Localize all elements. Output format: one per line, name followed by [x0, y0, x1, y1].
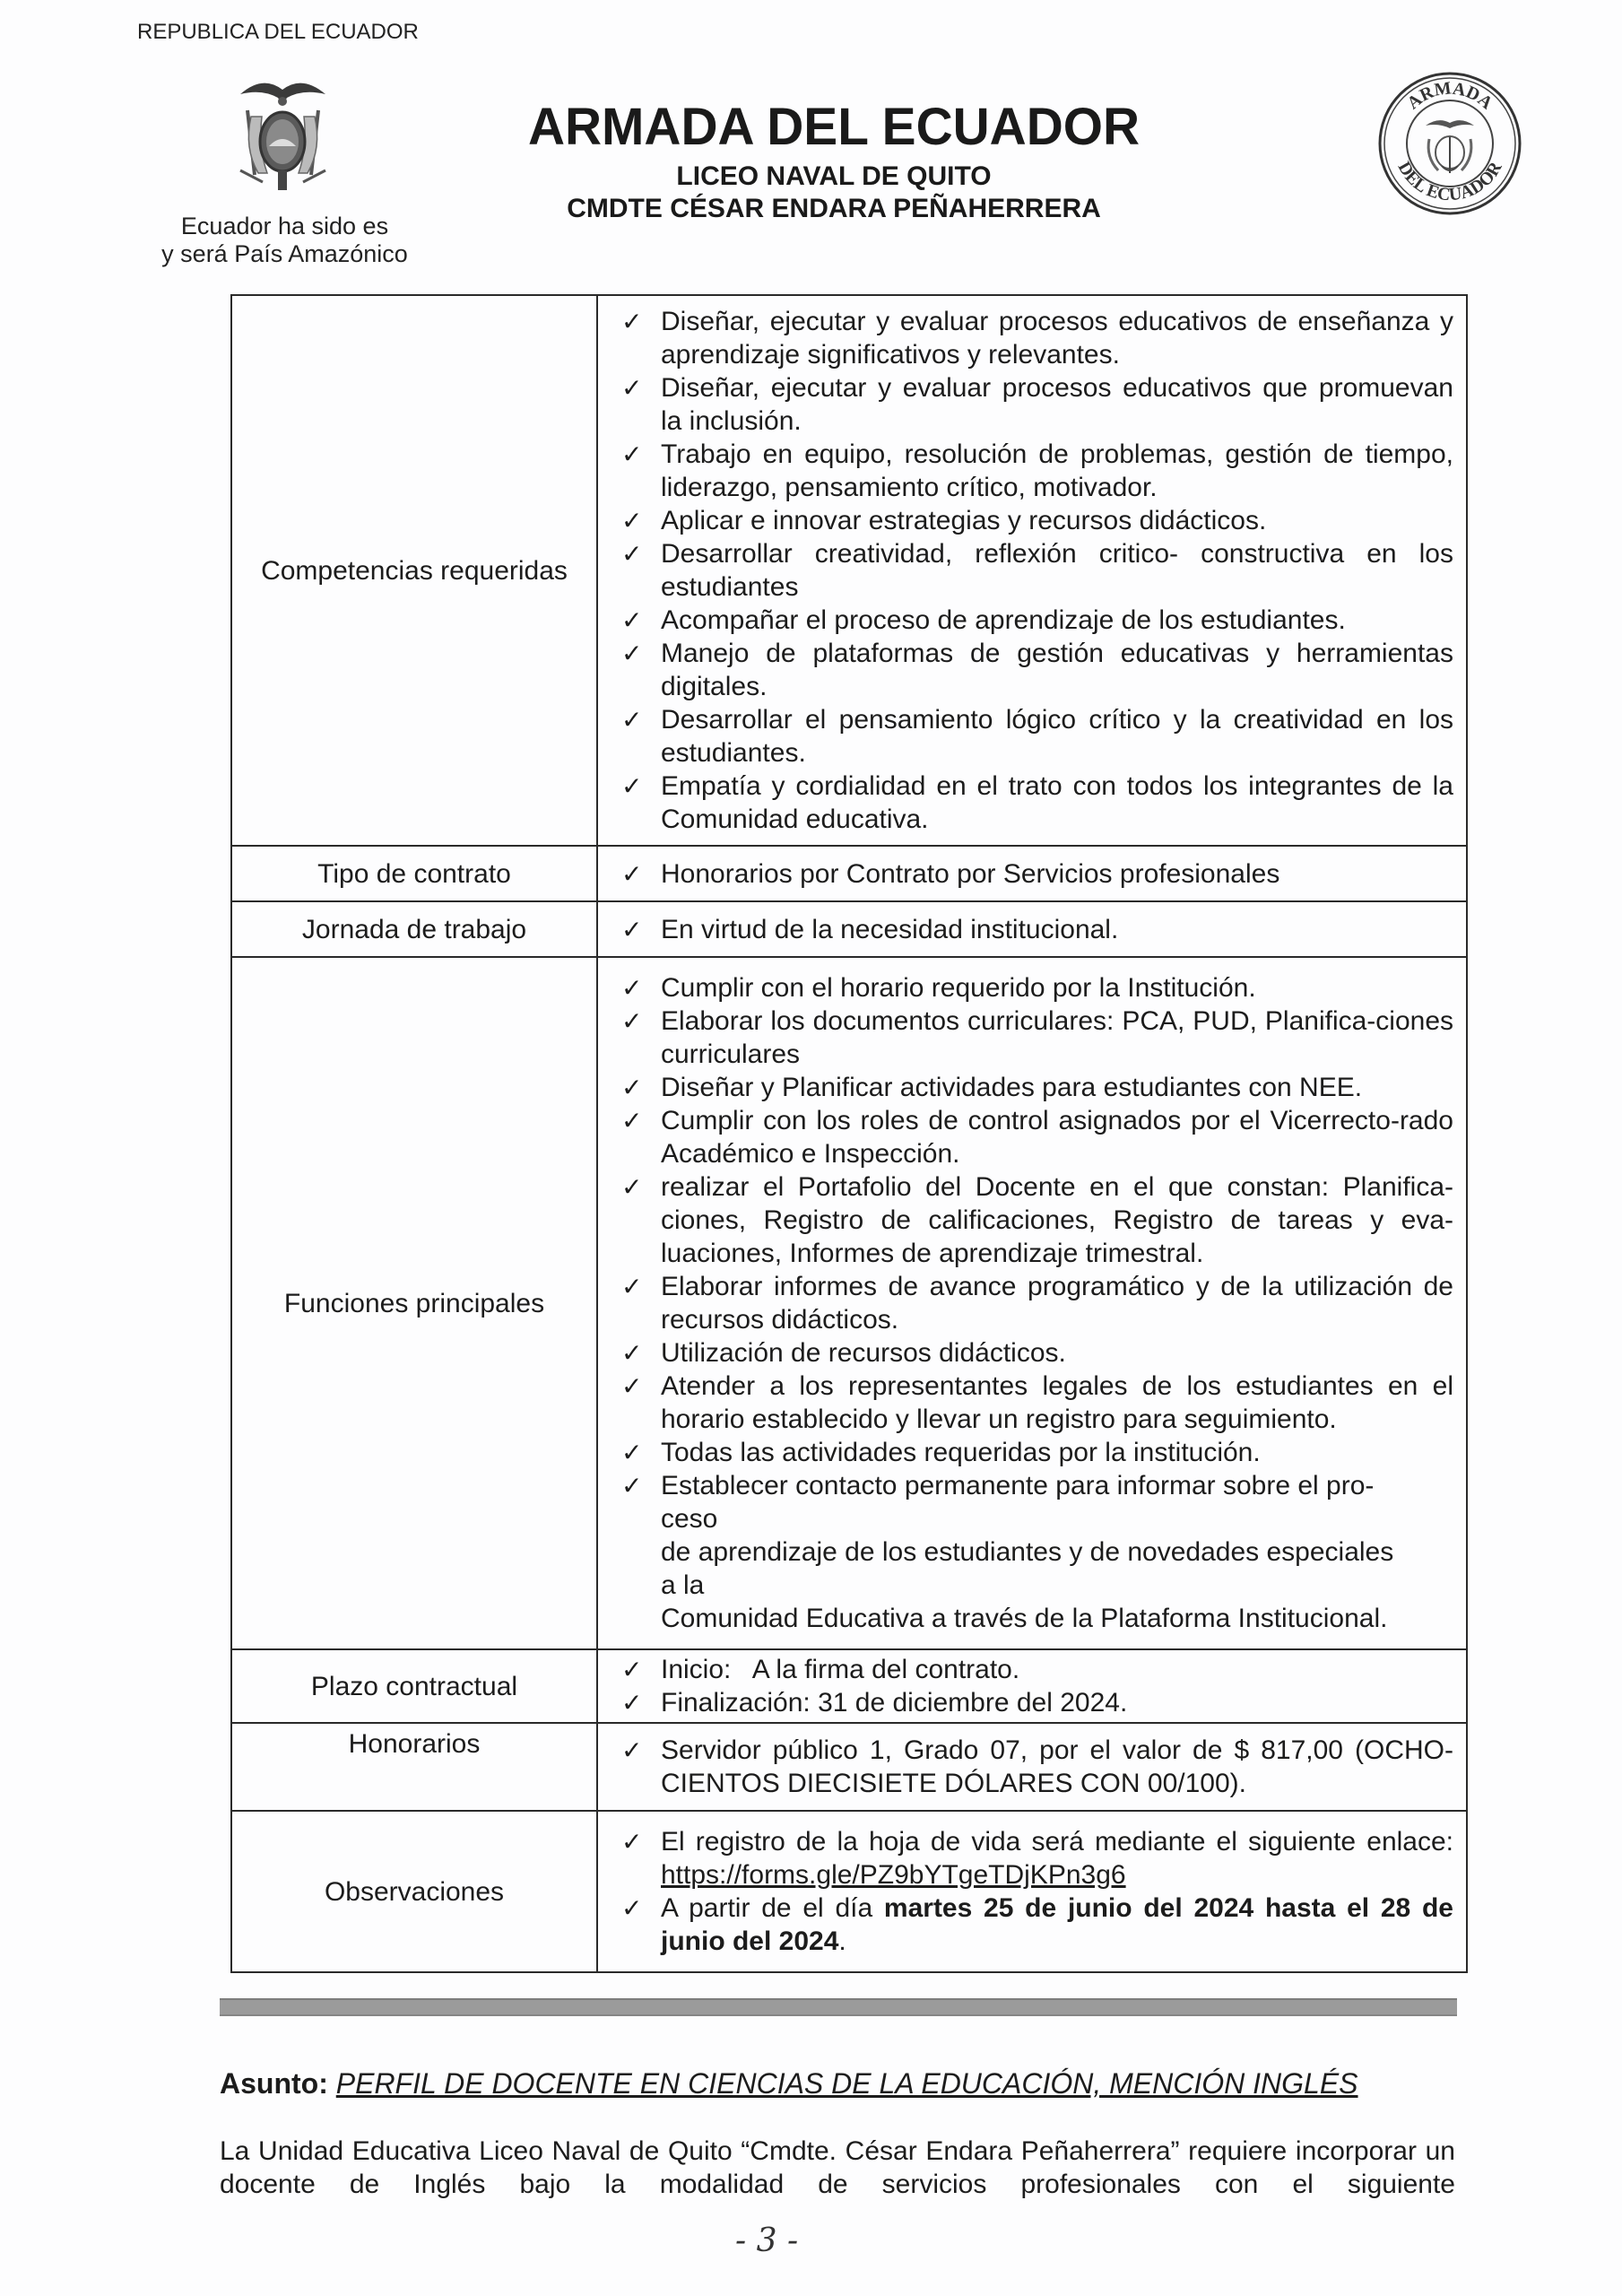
list-item: ✓ Inicio: A la firma del contrato.: [621, 1655, 1020, 1684]
subject-line: [220, 2067, 1358, 2100]
checkmark-icon: ✓: [621, 1656, 643, 1683]
table-row-honorarios: [231, 1723, 1467, 1811]
list-item: ✓ El registro de la hoja de vida será mediante el siguiente enlace: https://forms.gle/PZ9bYTgeTDjKPn3g6: [621, 1827, 1453, 1890]
list-item: ✓ Empatía y cordialidad en el trato con todos los integrantes de la Comunidad educativa.: [621, 771, 1453, 834]
list-item: ✓ En virtud de la necesidad institucional.: [621, 914, 1119, 944]
checkmark-icon: ✓: [621, 1173, 643, 1201]
checkmark-icon: ✓: [621, 308, 643, 335]
checkmark-icon: ✓: [621, 1107, 643, 1135]
row-label: Funciones principales: [231, 957, 597, 1649]
institution-name: LICEO NAVAL DE QUITO: [676, 161, 992, 191]
list-item: ✓ Diseñar, ejecutar y evaluar procesos educativos de enseñanza y aprendizaje significativos y relevantes.: [621, 307, 1453, 370]
list-item: ✓ Aplicar e innovar estrategias y recursos didácticos.: [621, 506, 1267, 535]
table-row-competencias: [231, 295, 1467, 846]
ecuador-coat-of-arms-icon: [222, 67, 343, 193]
row-label: Observaciones: [231, 1811, 597, 1972]
list-item: ✓ Servidor público 1, Grado 07, por el valor de $ 817,00 (OCHO-CIENTOS DIECISIETE DÓLARES CON 00/100).: [621, 1735, 1453, 1798]
job-profile-table: [230, 294, 1468, 1973]
row-content: [597, 901, 1467, 957]
checkmark-icon: ✓: [621, 1894, 643, 1922]
checkmark-icon: ✓: [621, 507, 643, 535]
list-item: ✓ Elaborar los documentos curriculares: PCA, PUD, Planifica-ciones curriculares: [621, 1006, 1453, 1069]
row-content: [597, 295, 1467, 846]
list-item: ✓ Cumplir con el horario requerido por la Institución.: [621, 973, 1256, 1003]
institution-subtitle: CMDTE CÉSAR ENDARA PEÑAHERRERA: [567, 194, 1101, 223]
checkmark-icon: ✓: [621, 1074, 643, 1101]
checkmark-icon: ✓: [621, 772, 643, 800]
row-content: [597, 957, 1467, 1649]
list-item: ✓ Trabajo en equipo, resolución de problemas, gestión de tiempo, liderazgo, pensamiento crítico, motivador.: [621, 439, 1453, 502]
competencias-list: [614, 305, 1453, 836]
list-item: ✓ Diseñar, ejecutar y evaluar procesos educativos que promuevan la inclusión.: [621, 373, 1453, 436]
section-divider: [220, 1998, 1457, 2016]
checkmark-icon: ✓: [621, 974, 643, 1002]
list-item: ✓ Acompañar el proceso de aprendizaje de los estudiantes.: [621, 605, 1346, 635]
funciones-list: [614, 971, 1453, 1635]
intro-paragraph: La Unidad Educativa Liceo Naval de Quito “Cmdte. César Endara Peñaherrera” requiere incorporar un docente de Inglés bajo la modalidad de servicios profesionales con el siguiente: [220, 2136, 1455, 2199]
list-item: ✓ Finalización: 31 de diciembre del 2024.: [621, 1688, 1128, 1718]
checkmark-icon: ✓: [621, 1472, 643, 1500]
list-item: ✓ Todas las actividades requeridas por la institución.: [621, 1438, 1261, 1467]
list-item: ✓ Diseñar y Planificar actividades para estudiantes con NEE.: [621, 1073, 1363, 1102]
list-item: ✓ Cumplir con los roles de control asignados por el Vicerrecto-rado Académico e Inspección.: [621, 1106, 1453, 1169]
checkmark-icon: ✓: [621, 374, 643, 402]
list-item: ✓ Atender a los representantes legales de los estudiantes en el horario establecido y llevar un registro para seguimiento.: [621, 1371, 1453, 1434]
table-row-tipo-contrato: [231, 846, 1467, 901]
row-label: Tipo de contrato: [231, 846, 597, 901]
list-item: ✓ Establecer contacto permanente para informar sobre el pro- ceso de aprendizaje de los estudiantes y de novedades especiales a la Comunidad Educativa a través de la Plataforma Institucional.: [621, 1471, 1394, 1633]
subject-label: Asunto:: [220, 2067, 328, 2100]
checkmark-icon: ✓: [621, 1339, 643, 1367]
checkmark-icon: ✓: [621, 1736, 643, 1764]
page-number: - 3 -: [735, 2222, 799, 2259]
application-dates: martes 25 de junio del 2024 hasta el 28 de junio del 2024: [661, 1893, 1453, 1956]
list-item: ✓ Honorarios por Contrato por Servicios profesionales: [621, 858, 1280, 889]
table-row-funciones: [231, 957, 1467, 1649]
row-content: [597, 1723, 1467, 1811]
table-row-jornada: [231, 901, 1467, 957]
armada-del-ecuador-seal-icon: [1374, 67, 1526, 220]
list-item: ✓ realizar el Portafolio del Docente en el que constan: Planifica-ciones, Registro de calificaciones, Registro de tareas y eva-luaciones, Informes de aprendizaje trimestral.: [621, 1172, 1453, 1268]
checkmark-icon: ✓: [621, 639, 643, 667]
checkmark-icon: ✓: [621, 440, 643, 468]
registration-form-link[interactable]: https://forms.gle/PZ9bYTgeTDjKPn3g6: [661, 1860, 1126, 1890]
row-content: [597, 1811, 1467, 1972]
list-item: ✓ Manejo de plataformas de gestión educativas y herramientas digitales.: [621, 639, 1453, 701]
list-item: ✓ Desarrollar el pensamiento lógico crítico y la creatividad en los estudiantes.: [621, 705, 1453, 768]
checkmark-icon: ✓: [621, 915, 643, 944]
subject-value: PERFIL DE DOCENTE EN CIENCIAS DE LA EDUCACIÓN, MENCIÓN INGLÉS: [335, 2067, 1358, 2100]
table-row-plazo: [231, 1649, 1467, 1723]
svg-text:DEL ECUADOR: DEL ECUADOR: [1393, 158, 1506, 205]
checkmark-icon: ✓: [621, 1372, 643, 1400]
checkmark-icon: ✓: [621, 859, 643, 888]
checkmark-icon: ✓: [621, 1273, 643, 1300]
table-row-observaciones: [231, 1811, 1467, 1972]
list-item: ✓ Utilización de recursos didácticos.: [621, 1338, 1066, 1368]
list-item: ✓ Elaborar informes de avance programático y de la utilización de recursos didácticos.: [621, 1272, 1453, 1335]
row-label: Plazo contractual: [231, 1649, 597, 1723]
list-item: ✓ Desarrollar creatividad, reflexión critico- constructiva en los estudiantes: [621, 539, 1453, 602]
checkmark-icon: ✓: [621, 1828, 643, 1856]
row-label: Competencias requeridas: [231, 295, 597, 846]
row-label: Honorarios: [231, 1723, 597, 1811]
svg-text:ARMADA: ARMADA: [1403, 78, 1496, 114]
country-header: REPUBLICA DEL ECUADOR: [137, 20, 419, 44]
row-label: Jornada de trabajo: [231, 901, 597, 957]
checkmark-icon: ✓: [621, 606, 643, 634]
row-content: [597, 1649, 1467, 1723]
motto-line-1: Ecuador ha sido es: [180, 213, 389, 239]
checkmark-icon: ✓: [621, 706, 643, 734]
page-title: ARMADA DEL ECUADOR: [527, 98, 1141, 156]
checkmark-icon: ✓: [621, 1007, 643, 1035]
checkmark-icon: ✓: [621, 540, 643, 568]
row-content: [597, 846, 1467, 901]
motto: [134, 213, 435, 268]
checkmark-icon: ✓: [621, 1439, 643, 1466]
checkmark-icon: ✓: [621, 1689, 643, 1717]
motto-line-2: y será País Amazónico: [161, 240, 408, 267]
list-item: ✓ A partir de el día martes 25 de junio del 2024 hasta el 28 de junio del 2024.: [621, 1893, 1453, 1956]
